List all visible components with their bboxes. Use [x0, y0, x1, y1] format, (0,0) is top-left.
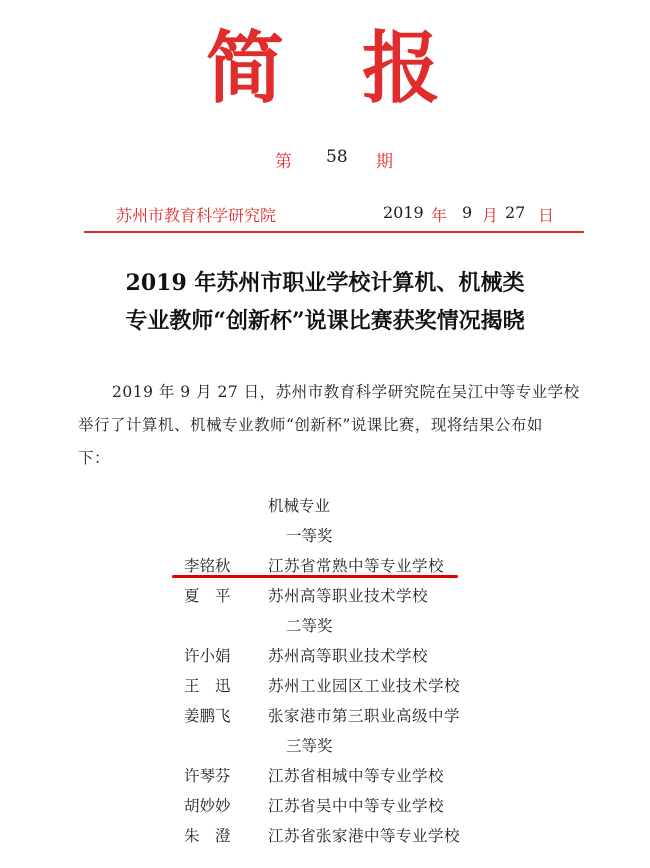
winner-school: 江苏省相城中等专业学校 [268, 767, 445, 785]
headline-line-1: 2019 年苏州市职业学校计算机、机械类 [125, 270, 525, 296]
body-line-3: 下： [78, 449, 111, 467]
winner-name: 许小娟 [184, 647, 231, 665]
award-level-second: 二等奖 [286, 617, 333, 635]
dateline-month-unit: 月 [482, 206, 499, 225]
issue-number: 58 [326, 147, 348, 167]
winner-school: 苏州高等职业技术学校 [268, 587, 429, 605]
dateline-year: 2019 [383, 203, 424, 222]
winner-name: 夏 平 [184, 587, 231, 605]
winner-school: 苏州高等职业技术学校 [268, 647, 429, 665]
highlight-underline [172, 575, 458, 578]
dateline-year-unit: 年 [431, 206, 448, 225]
winner-name: 王 迅 [184, 677, 231, 695]
winner-school: 江苏省常熟中等专业学校 [268, 557, 445, 575]
winner-name: 朱 澄 [184, 827, 231, 845]
body-line-2: 举行了计算机、机械专业教师“创新杯”说课比赛，现将结果公布如 [78, 416, 543, 434]
award-level-first: 一等奖 [286, 527, 333, 545]
winner-school: 江苏省张家港中等专业学校 [268, 827, 461, 845]
winner-school: 江苏省吴中中等专业学校 [268, 797, 445, 815]
dateline-month: 9 [462, 203, 473, 222]
dateline-day-unit: 日 [538, 206, 555, 225]
body-line-1: 2019 年 9 月 27 日，苏州市教育科学研究院在吴江中等专业学校 [112, 383, 580, 401]
winner-school: 苏州工业园区工业技术学校 [268, 677, 461, 695]
dateline-org: 苏州市教育科学研究院 [116, 206, 277, 225]
winner-school: 张家港市第三职业高级中学 [268, 707, 461, 725]
winner-name: 胡妙妙 [184, 797, 231, 815]
masthead-title-char-1: 简 [206, 23, 285, 114]
masthead-divider [84, 231, 584, 233]
winner-name: 姜鹏飞 [184, 707, 231, 725]
winner-name: 许琴芬 [184, 767, 231, 785]
section-title: 机械专业 [268, 497, 331, 515]
masthead-title-char-2: 报 [362, 23, 441, 114]
issue-prefix: 第 [275, 152, 292, 172]
issue-suffix: 期 [376, 152, 393, 172]
headline-line-2: 专业教师“创新杯”说课比赛获奖情况揭晓 [125, 308, 525, 334]
dateline-day: 27 [505, 203, 526, 222]
winner-name: 李铭秋 [184, 557, 231, 575]
award-level-third: 三等奖 [286, 737, 333, 755]
